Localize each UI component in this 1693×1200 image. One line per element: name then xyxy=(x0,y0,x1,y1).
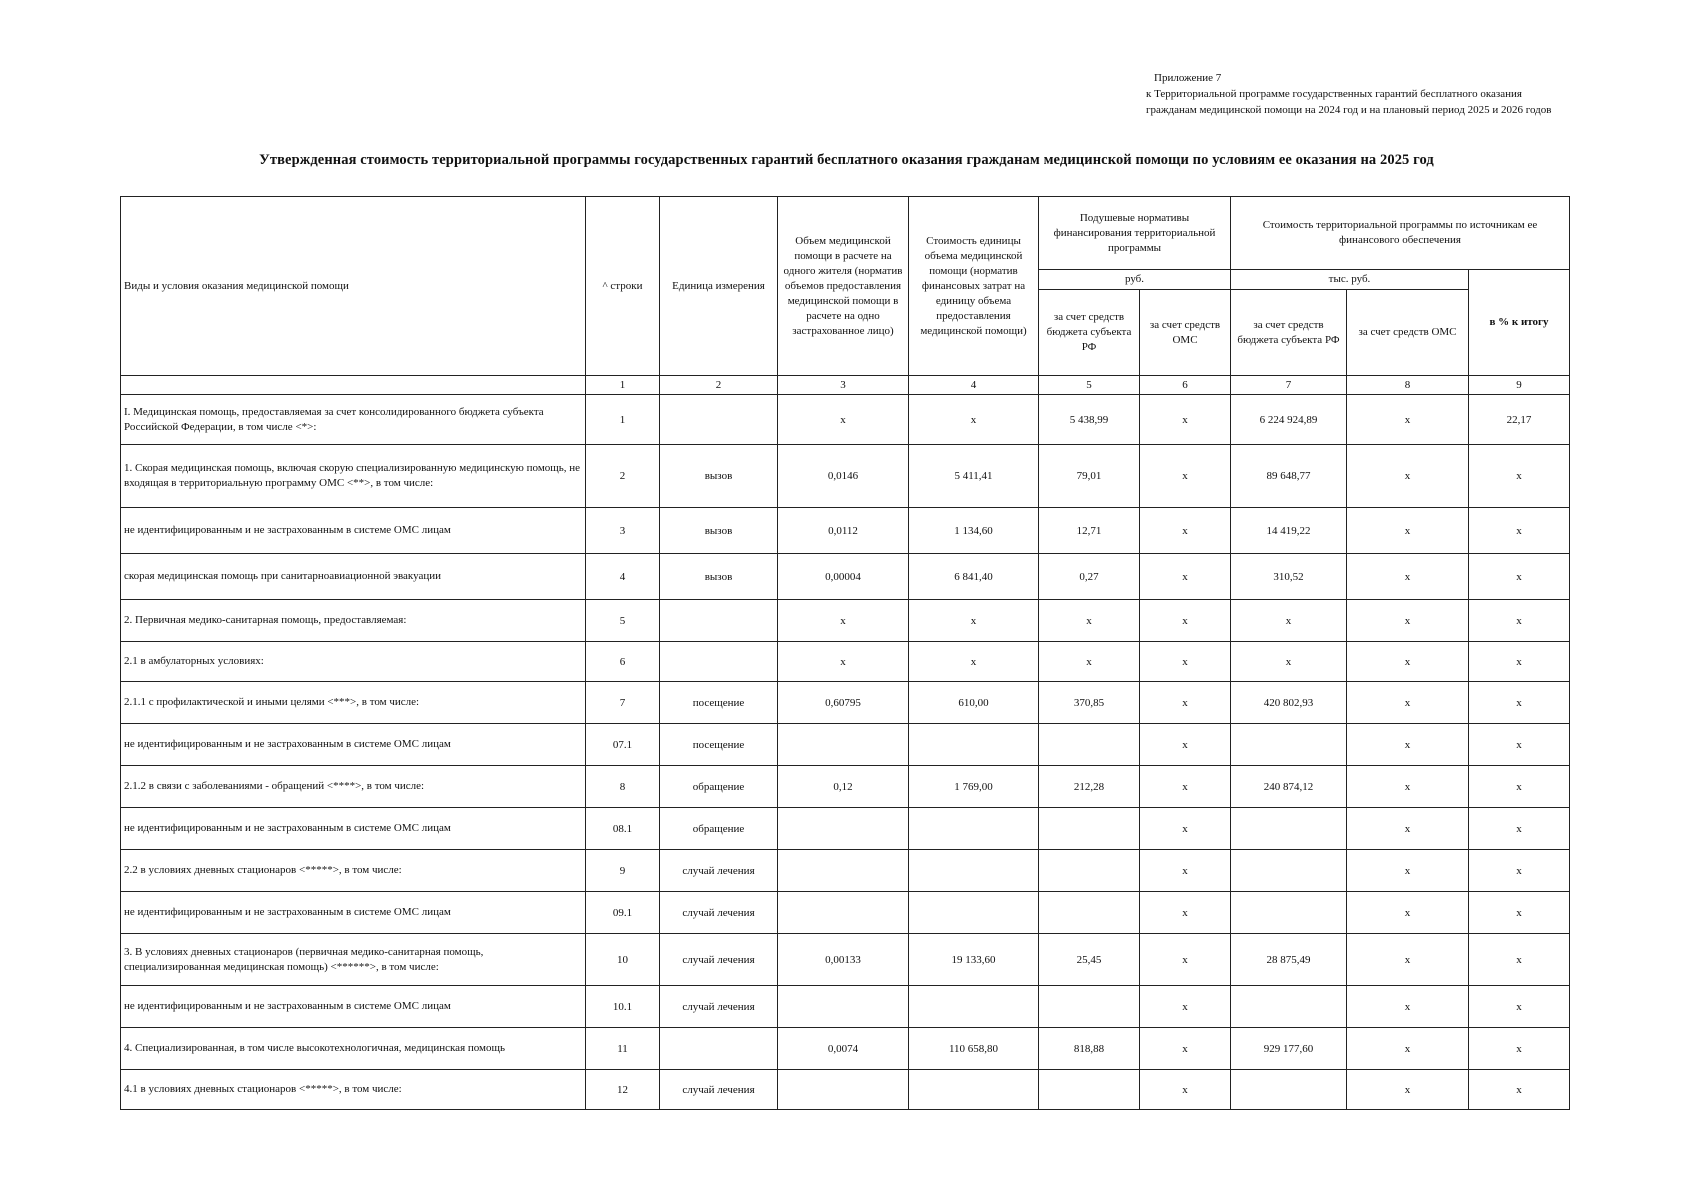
cell-col-9: x xyxy=(1469,554,1570,600)
cell-col-8: x xyxy=(1347,1028,1469,1070)
cell-col-9: x xyxy=(1469,808,1570,850)
col-num: 9 xyxy=(1469,376,1570,395)
cell-col-1: 7 xyxy=(586,682,660,724)
cell-col-3 xyxy=(778,808,909,850)
cell-col-2 xyxy=(660,600,778,642)
cell-col-8: x xyxy=(1347,986,1469,1028)
header-oms-2: за счет средств ОМС xyxy=(1347,290,1469,376)
cell-col-4: 5 411,41 xyxy=(909,445,1039,508)
cell-col-9: x xyxy=(1469,445,1570,508)
cell-col-3 xyxy=(778,892,909,934)
table-row xyxy=(121,395,1570,445)
cell-col-9: x xyxy=(1469,892,1570,934)
cell-col-1: 08.1 xyxy=(586,808,660,850)
cell-col-2 xyxy=(660,1028,778,1070)
cell-col-8: x xyxy=(1347,1070,1469,1110)
cell-col-8: x xyxy=(1347,892,1469,934)
cell-col-1: 4 xyxy=(586,554,660,600)
cell-col-7: x xyxy=(1231,600,1347,642)
row-name: 2.1.2 в связи с заболеваниями - обращений <****>, в том числе: xyxy=(121,766,586,808)
cell-col-5 xyxy=(1039,892,1140,934)
cell-col-4: x xyxy=(909,600,1039,642)
cell-col-1: 10 xyxy=(586,934,660,986)
cell-col-2: вызов xyxy=(660,554,778,600)
header-budget-rf: за счет средств бюджета субъекта РФ xyxy=(1039,290,1140,376)
cell-col-1: 2 xyxy=(586,445,660,508)
cell-col-3: 0,00004 xyxy=(778,554,909,600)
cell-col-9: x xyxy=(1469,1070,1570,1110)
cell-col-8: x xyxy=(1347,724,1469,766)
cell-col-9: x xyxy=(1469,600,1570,642)
cell-col-5 xyxy=(1039,850,1140,892)
cell-col-5: 818,88 xyxy=(1039,1028,1140,1070)
cell-col-7: 420 802,93 xyxy=(1231,682,1347,724)
col-num: 4 xyxy=(909,376,1039,395)
cell-col-8: x xyxy=(1347,934,1469,986)
cell-col-2: случай лечения xyxy=(660,986,778,1028)
cell-col-9: x xyxy=(1469,934,1570,986)
table-body xyxy=(121,395,1570,1110)
cell-col-8: x xyxy=(1347,766,1469,808)
appendix-note xyxy=(1146,70,1566,118)
cell-col-7: 310,52 xyxy=(1231,554,1347,600)
cell-col-3 xyxy=(778,1070,909,1110)
cell-col-1: 3 xyxy=(586,508,660,554)
row-name: I. Медицинская помощь, предоставляемая за счет консолидированного бюджета субъекта Российской Федерации, в том числе <*>: xyxy=(121,395,586,445)
cell-col-2: вызов xyxy=(660,508,778,554)
row-name: не идентифицированным и не застрахованным в системе ОМС лицам xyxy=(121,986,586,1028)
table-row xyxy=(121,642,1570,682)
header-thous-rub: тыс. руб. xyxy=(1231,270,1469,290)
cell-col-5: 25,45 xyxy=(1039,934,1140,986)
cell-col-6: x xyxy=(1140,642,1231,682)
cell-col-5 xyxy=(1039,986,1140,1028)
cell-col-3: x xyxy=(778,395,909,445)
row-name: 2.1.1 с профилактической и иными целями <***>, в том числе: xyxy=(121,682,586,724)
cell-col-2: вызов xyxy=(660,445,778,508)
cell-col-1: 5 xyxy=(586,600,660,642)
cell-col-9: x xyxy=(1469,642,1570,682)
cell-col-6: x xyxy=(1140,724,1231,766)
col-num: 1 xyxy=(586,376,660,395)
cell-col-7 xyxy=(1231,892,1347,934)
row-name: не идентифицированным и не застрахованным в системе ОМС лицам xyxy=(121,724,586,766)
row-name: 1. Скорая медицинская помощь, включая скорую специализированную медицинскую помощь, не входящая в территориальную программу ОМС <**>, в том числе: xyxy=(121,445,586,508)
cell-col-1: 9 xyxy=(586,850,660,892)
cell-col-7: 240 874,12 xyxy=(1231,766,1347,808)
cell-col-4 xyxy=(909,850,1039,892)
cell-col-2: посещение xyxy=(660,724,778,766)
table-row xyxy=(121,724,1570,766)
cell-col-6: x xyxy=(1140,508,1231,554)
cell-col-9: x xyxy=(1469,766,1570,808)
cell-col-8: x xyxy=(1347,808,1469,850)
cell-col-4 xyxy=(909,892,1039,934)
document-title: Утвержденная стоимость территориальной программы государственных гарантий бесплатного оказания гражданам медицинской помощи по условиям ее оказания на 2025 год xyxy=(259,152,1434,168)
cell-col-3: 0,0074 xyxy=(778,1028,909,1070)
col-num: 6 xyxy=(1140,376,1231,395)
row-name: 4.1 в условиях дневных стационаров <*****>, в том числе: xyxy=(121,1070,586,1110)
cell-col-6: x xyxy=(1140,892,1231,934)
cell-col-5 xyxy=(1039,724,1140,766)
cell-col-4: 610,00 xyxy=(909,682,1039,724)
cell-col-6: x xyxy=(1140,554,1231,600)
cell-col-6: x xyxy=(1140,600,1231,642)
header-volume: Объем медицинской помощи в расчете на одного жителя (норматив объемов предоставления медицинской помощи в расчете на одно застрахованное лицо) xyxy=(778,197,909,376)
cell-col-3: 0,60795 xyxy=(778,682,909,724)
cell-col-5: 370,85 xyxy=(1039,682,1140,724)
cell-col-4: x xyxy=(909,642,1039,682)
cell-col-2: случай лечения xyxy=(660,892,778,934)
cell-col-2 xyxy=(660,395,778,445)
cell-col-2 xyxy=(660,642,778,682)
cell-col-7 xyxy=(1231,724,1347,766)
cell-col-7: 14 419,22 xyxy=(1231,508,1347,554)
cell-col-9: x xyxy=(1469,508,1570,554)
cell-col-8: x xyxy=(1347,554,1469,600)
table-row xyxy=(121,445,1570,508)
cell-col-2: случай лечения xyxy=(660,934,778,986)
cell-col-9: x xyxy=(1469,682,1570,724)
cell-col-2: посещение xyxy=(660,682,778,724)
cell-col-4: 19 133,60 xyxy=(909,934,1039,986)
cell-col-3: 0,00133 xyxy=(778,934,909,986)
table-row xyxy=(121,554,1570,600)
header-unit: Единица измерения xyxy=(660,197,778,376)
cell-col-3: 0,0146 xyxy=(778,445,909,508)
cell-col-3 xyxy=(778,986,909,1028)
table-row xyxy=(121,892,1570,934)
cell-col-1: 09.1 xyxy=(586,892,660,934)
cell-col-8: x xyxy=(1347,682,1469,724)
row-name: 2.1 в амбулаторных условиях: xyxy=(121,642,586,682)
cell-col-5 xyxy=(1039,808,1140,850)
cell-col-7: 6 224 924,89 xyxy=(1231,395,1347,445)
table-header xyxy=(121,197,1570,395)
cell-col-6: x xyxy=(1140,934,1231,986)
cell-col-3 xyxy=(778,724,909,766)
row-name: не идентифицированным и не застрахованным в системе ОМС лицам xyxy=(121,808,586,850)
cell-col-9: x xyxy=(1469,986,1570,1028)
cell-col-4: 6 841,40 xyxy=(909,554,1039,600)
table-row xyxy=(121,1070,1570,1110)
cell-col-8: x xyxy=(1347,508,1469,554)
cell-col-1: 6 xyxy=(586,642,660,682)
cell-col-9: x xyxy=(1469,1028,1570,1070)
cell-col-6: x xyxy=(1140,808,1231,850)
cell-col-1: 10.1 xyxy=(586,986,660,1028)
cell-col-5: x xyxy=(1039,600,1140,642)
column-number-row xyxy=(121,376,1570,395)
cell-col-3: x xyxy=(778,600,909,642)
cell-col-6: x xyxy=(1140,682,1231,724)
col-num: 5 xyxy=(1039,376,1140,395)
col-num xyxy=(121,376,586,395)
cell-col-5: x xyxy=(1039,642,1140,682)
row-name: не идентифицированным и не застрахованным в системе ОМС лицам xyxy=(121,508,586,554)
cell-col-2: обращение xyxy=(660,766,778,808)
cell-col-5: 79,01 xyxy=(1039,445,1140,508)
table-row xyxy=(121,508,1570,554)
cell-col-1: 8 xyxy=(586,766,660,808)
cell-col-6: x xyxy=(1140,1070,1231,1110)
row-name: 3. В условиях дневных стационаров (первичная медико-санитарная помощь, специализированная медицинская помощь) <******>, в том числе: xyxy=(121,934,586,986)
cell-col-4: x xyxy=(909,395,1039,445)
table-row xyxy=(121,600,1570,642)
table-row xyxy=(121,682,1570,724)
row-name: не идентифицированным и не застрахованным в системе ОМС лицам xyxy=(121,892,586,934)
cell-col-3: 0,12 xyxy=(778,766,909,808)
cell-col-8: x xyxy=(1347,445,1469,508)
header-cost-unit: Стоимость единицы объема медицинской помощи (норматив финансовых затрат на единицу объема предоставления медицинской помощи) xyxy=(909,197,1039,376)
col-num: 7 xyxy=(1231,376,1347,395)
cell-col-2: обращение xyxy=(660,808,778,850)
col-num: 2 xyxy=(660,376,778,395)
cell-col-4: 1 134,60 xyxy=(909,508,1039,554)
cell-col-9: 22,17 xyxy=(1469,395,1570,445)
row-name: 2.2 в условиях дневных стационаров <*****>, в том числе: xyxy=(121,850,586,892)
cost-table xyxy=(120,196,1570,1110)
appendix-reference: к Территориальной программе государственных гарантий бесплатного оказания гражданам медицинской помощи на 2024 год и на плановый период 2025 и 2026 годов xyxy=(1146,88,1552,116)
cell-col-6: x xyxy=(1140,850,1231,892)
cell-col-3: x xyxy=(778,642,909,682)
cell-col-3 xyxy=(778,850,909,892)
cell-col-7 xyxy=(1231,986,1347,1028)
col-num: 8 xyxy=(1347,376,1469,395)
cell-col-4: 1 769,00 xyxy=(909,766,1039,808)
cell-col-9: x xyxy=(1469,724,1570,766)
table-row xyxy=(121,808,1570,850)
col-num: 3 xyxy=(778,376,909,395)
header-kinds: Виды и условия оказания медицинской помощи xyxy=(121,197,586,376)
cell-col-7: x xyxy=(1231,642,1347,682)
cell-col-9: x xyxy=(1469,850,1570,892)
cell-col-6: x xyxy=(1140,445,1231,508)
cell-col-4 xyxy=(909,986,1039,1028)
table-row xyxy=(121,850,1570,892)
cell-col-4 xyxy=(909,724,1039,766)
header-budget-rf-2: за счет средств бюджета субъекта РФ xyxy=(1231,290,1347,376)
cell-col-1: 07.1 xyxy=(586,724,660,766)
cell-col-7: 929 177,60 xyxy=(1231,1028,1347,1070)
cell-col-8: x xyxy=(1347,642,1469,682)
cell-col-7 xyxy=(1231,1070,1347,1110)
cell-col-7: 89 648,77 xyxy=(1231,445,1347,508)
cell-col-2: случай лечения xyxy=(660,850,778,892)
cell-col-5: 0,27 xyxy=(1039,554,1140,600)
table-row xyxy=(121,934,1570,986)
header-row-no: ^ строки xyxy=(586,197,660,376)
cell-col-6: x xyxy=(1140,1028,1231,1070)
header-cost-program: Стоимость территориальной программы по источникам ее финансового обеспечения xyxy=(1231,197,1570,270)
cell-col-8: x xyxy=(1347,850,1469,892)
cell-col-5: 12,71 xyxy=(1039,508,1140,554)
row-name: 4. Специализированная, в том числе высокотехнологичная, медицинская помощь xyxy=(121,1028,586,1070)
cell-col-1: 12 xyxy=(586,1070,660,1110)
cell-col-5: 212,28 xyxy=(1039,766,1140,808)
cell-col-8: x xyxy=(1347,395,1469,445)
header-oms: за счет средств ОМС xyxy=(1140,290,1231,376)
cell-col-5 xyxy=(1039,1070,1140,1110)
table-row xyxy=(121,1028,1570,1070)
cell-col-6: x xyxy=(1140,766,1231,808)
cell-col-5: 5 438,99 xyxy=(1039,395,1140,445)
table-row xyxy=(121,766,1570,808)
cell-col-7 xyxy=(1231,808,1347,850)
cell-col-3: 0,0112 xyxy=(778,508,909,554)
header-rub: руб. xyxy=(1039,270,1231,290)
header-percent: в % к итогу xyxy=(1469,270,1570,376)
cell-col-4 xyxy=(909,1070,1039,1110)
cell-col-7: 28 875,49 xyxy=(1231,934,1347,986)
header-per-capita: Подушевые нормативы финансирования территориальной программы xyxy=(1039,197,1231,270)
table-row xyxy=(121,986,1570,1028)
row-name: 2. Первичная медико-санитарная помощь, предоставляемая: xyxy=(121,600,586,642)
cell-col-1: 1 xyxy=(586,395,660,445)
cell-col-6: x xyxy=(1140,395,1231,445)
cell-col-2: случай лечения xyxy=(660,1070,778,1110)
cell-col-8: x xyxy=(1347,600,1469,642)
cell-col-1: 11 xyxy=(586,1028,660,1070)
cell-col-6: x xyxy=(1140,986,1231,1028)
cell-col-4: 110 658,80 xyxy=(909,1028,1039,1070)
appendix-number: Приложение 7 xyxy=(1154,72,1222,84)
cell-col-7 xyxy=(1231,850,1347,892)
cell-col-4 xyxy=(909,808,1039,850)
row-name: скорая медицинская помощь при санитарноавиационной эвакуации xyxy=(121,554,586,600)
